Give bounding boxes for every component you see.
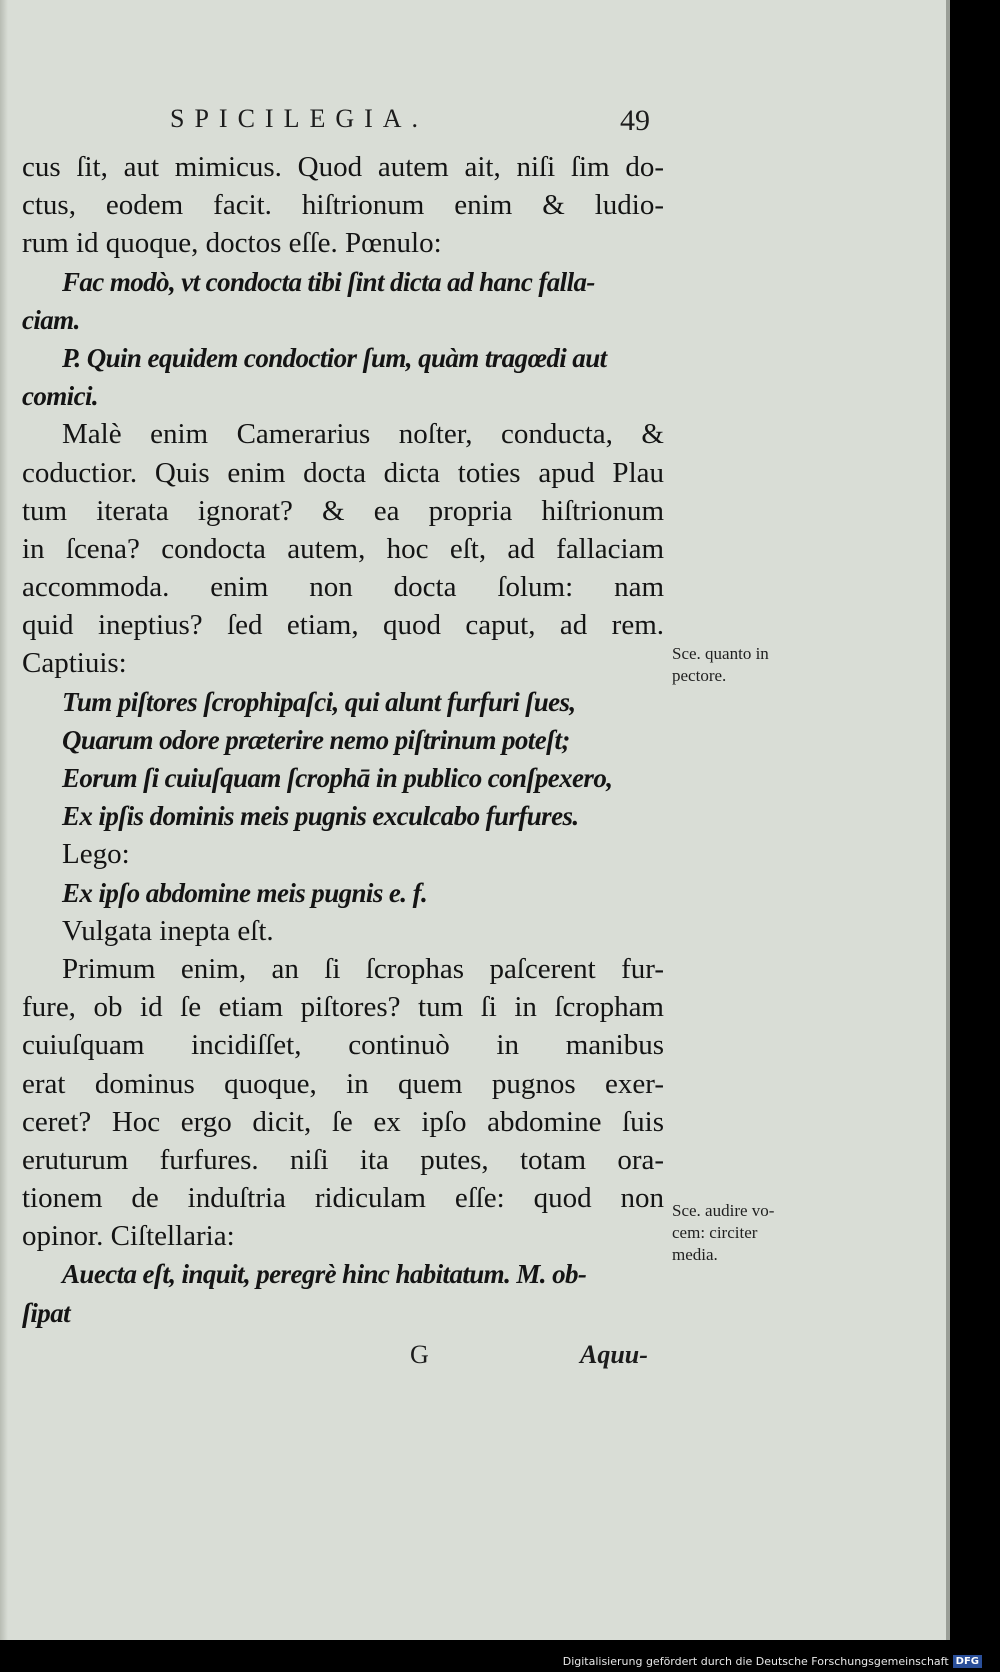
credit-text: Digitalisierung gefördert durch die Deutsche Forschungsgemeinschaft [562, 1655, 949, 1668]
text-line: in ſcena? condocta autem, hoc eſt, ad fallaciam [22, 532, 664, 565]
text-line: Auecta eſt, inquit, peregrè hinc habitatum. M. ob- [62, 1259, 587, 1290]
body-text [22, 148, 664, 1332]
text-line: comici. [22, 381, 99, 412]
text-line: Eorum ſi cuiuſquam ſcrophā in publico conſpexero, [62, 763, 613, 793]
catchword: Aquu- [580, 1340, 648, 1369]
dfg-logo: DFG [953, 1655, 982, 1668]
text-line: ceret? Hoc ergo dicit, ſe ex ipſo abdomine ſuis [22, 1105, 664, 1138]
marginal-note-line: media. [672, 1245, 718, 1264]
marginal-note-line: pectore. [672, 666, 727, 685]
text-line: Quarum odore præterire nemo piſtrinum poteſt; [62, 724, 570, 755]
digitization-credit [563, 1655, 982, 1668]
page-number: 49 [620, 104, 650, 137]
text-line: accommoda. enim non docta ſolum: nam [22, 571, 664, 604]
page-gutter-shadow [0, 0, 8, 1640]
marginal-note-1 [672, 643, 847, 687]
text-line: fure, ob id ſe etiam piſtores? tum ſi in ſcropham [22, 991, 664, 1024]
text-line: P. Quin equidem condoctior ſum, quàm tragœdi aut [62, 342, 607, 373]
text-line: tionem de induſtria ridiculam eſſe: quod non [22, 1182, 664, 1215]
text-line: ctus, eodem facit. hiſtrionum enim & ludio- [22, 189, 664, 222]
text-line: Tum piſtores ſcrophipaſci, qui alunt furfuri ſues, [62, 686, 576, 717]
text-line: Primum enim, an ſi ſcrophas paſcerent fur- [62, 952, 664, 985]
text-line: erat dominus quoque, in quem pugnos exer- [22, 1067, 664, 1100]
text-line: Captiuis: [22, 647, 127, 680]
text-line: cus ſit, aut mimicus. Quod autem ait, niſi ſim do- [22, 151, 664, 183]
marginal-note-line: Sce. quanto in [672, 644, 769, 663]
text-line: Vulgata inepta eſt. [62, 914, 274, 947]
text-line: Ex ipſo abdomine meis pugnis e. f. [62, 877, 428, 908]
text-line: rum id quoque, doctos eſſe. Pœnulo: [22, 227, 442, 260]
text-line: eruturum furfures. niſi ita putes, totam ora- [22, 1143, 664, 1176]
text-line: Fac modò, vt condocta tibi ſint dicta ad hanc falla- [62, 266, 595, 297]
text-line: Malè enim Camerarius noſter, conducta, & [62, 418, 664, 451]
text-line: Lego: [62, 838, 130, 871]
text-line: opinor. Ciſtellaria: [22, 1220, 235, 1253]
text-line: quid ineptius? ſed etiam, quod caput, ad rem. [22, 609, 664, 642]
text-line: coductior. Quis enim docta dicta toties apud Plau [22, 456, 664, 489]
text-line: cuiuſquam incidiſſet, continuò in manibus [22, 1029, 664, 1062]
text-line: ſipat [22, 1297, 70, 1328]
signature-mark: G [410, 1340, 429, 1369]
marginal-note-line: Sce. audire vo- [672, 1201, 775, 1220]
text-line: tum iterata ignorat? & ea propria hiſtrionum [22, 494, 664, 527]
text-line: Ex ipſis dominis meis pugnis exculcabo furfures. [62, 801, 579, 832]
marginal-note-line: cem: circiter [672, 1223, 758, 1242]
text-line: ciam. [22, 304, 80, 335]
marginal-note-2 [672, 1200, 847, 1266]
running-head: SPICILEGIA. [170, 104, 429, 133]
